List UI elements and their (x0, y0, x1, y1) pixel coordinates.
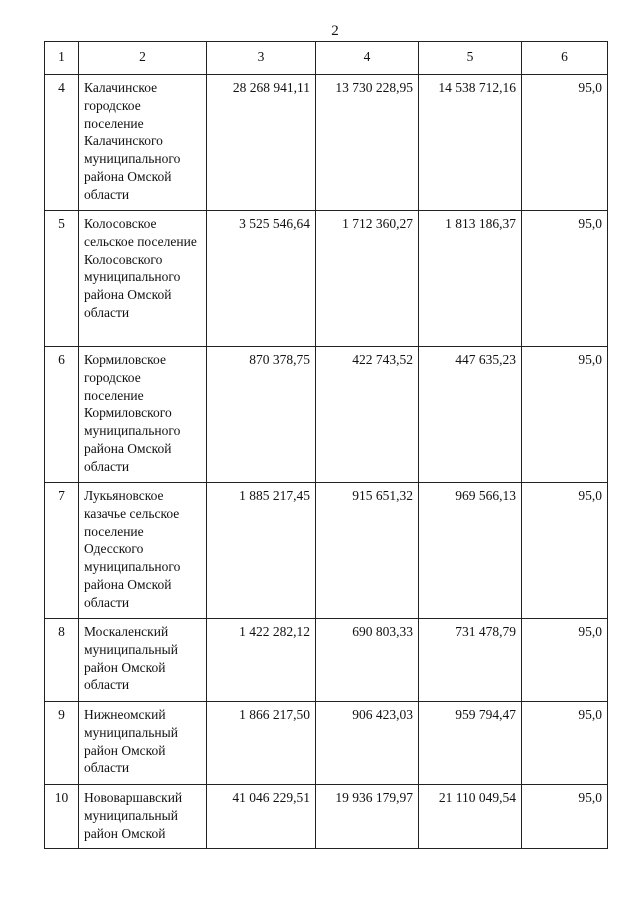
percent-col-6: 95,0 (522, 702, 608, 785)
percent-col-6: 95,0 (522, 347, 608, 483)
row-number: 10 (45, 785, 79, 849)
percent-col-6: 95,0 (522, 75, 608, 211)
amount-col-4: 1 712 360,27 (316, 211, 419, 347)
amount-col-5: 447 635,23 (419, 347, 522, 483)
table-row (45, 785, 608, 849)
percent-col-6: 95,0 (522, 619, 608, 702)
table-row (45, 211, 608, 347)
amount-col-5: 14 538 712,16 (419, 75, 522, 211)
row-number: 4 (45, 75, 79, 211)
municipality-name: Калачинское городское поселение Калачинского муниципального района Омской области (79, 75, 207, 211)
amount-col-4: 690 803,33 (316, 619, 419, 702)
amount-col-4: 915 651,32 (316, 483, 419, 619)
table-row (45, 347, 608, 483)
row-number: 8 (45, 619, 79, 702)
amount-col-5: 969 566,13 (419, 483, 522, 619)
row-number: 9 (45, 702, 79, 785)
amount-col-4: 19 936 179,97 (316, 785, 419, 849)
municipality-name: Нижнеомский муниципальный район Омской области (79, 702, 207, 785)
amount-col-3: 1 422 282,12 (207, 619, 316, 702)
header-cell-3: 3 (207, 42, 316, 75)
percent-col-6: 95,0 (522, 483, 608, 619)
percent-col-6: 95,0 (522, 785, 608, 849)
amount-col-5: 731 478,79 (419, 619, 522, 702)
municipality-name: Кормиловское городское поселение Кормиловского муниципального района Омской области (79, 347, 207, 483)
table-header-row (45, 42, 608, 75)
header-cell-4: 4 (316, 42, 419, 75)
amount-col-3: 870 378,75 (207, 347, 316, 483)
data-table (44, 41, 608, 849)
municipality-name: Лукьяновское казачье сельское поселение Одесского муниципального района Омской области (79, 483, 207, 619)
amount-col-3: 41 046 229,51 (207, 785, 316, 849)
table-row (45, 702, 608, 785)
row-number: 5 (45, 211, 79, 347)
amount-col-3: 1 885 217,45 (207, 483, 316, 619)
municipality-name: Москаленский муниципальный район Омской области (79, 619, 207, 702)
amount-col-4: 422 743,52 (316, 347, 419, 483)
row-number: 7 (45, 483, 79, 619)
percent-col-6: 95,0 (522, 211, 608, 347)
table-row (45, 75, 608, 211)
municipality-name: Колосовское сельское поселение Колосовского муниципального района Омской области (79, 211, 207, 347)
header-cell-5: 5 (419, 42, 522, 75)
amount-col-5: 21 110 049,54 (419, 785, 522, 849)
header-cell-2: 2 (79, 42, 207, 75)
amount-col-5: 1 813 186,37 (419, 211, 522, 347)
page-number: 2 (331, 23, 339, 39)
amount-col-3: 28 268 941,11 (207, 75, 316, 211)
amount-col-4: 13 730 228,95 (316, 75, 419, 211)
amount-col-4: 906 423,03 (316, 702, 419, 785)
table-row (45, 483, 608, 619)
amount-col-3: 1 866 217,50 (207, 702, 316, 785)
header-cell-6: 6 (522, 42, 608, 75)
row-number: 6 (45, 347, 79, 483)
municipality-name: Нововаршавский муниципальный район Омской (79, 785, 207, 849)
amount-col-5: 959 794,47 (419, 702, 522, 785)
table-row (45, 619, 608, 702)
header-cell-1: 1 (45, 42, 79, 75)
amount-col-3: 3 525 546,64 (207, 211, 316, 347)
